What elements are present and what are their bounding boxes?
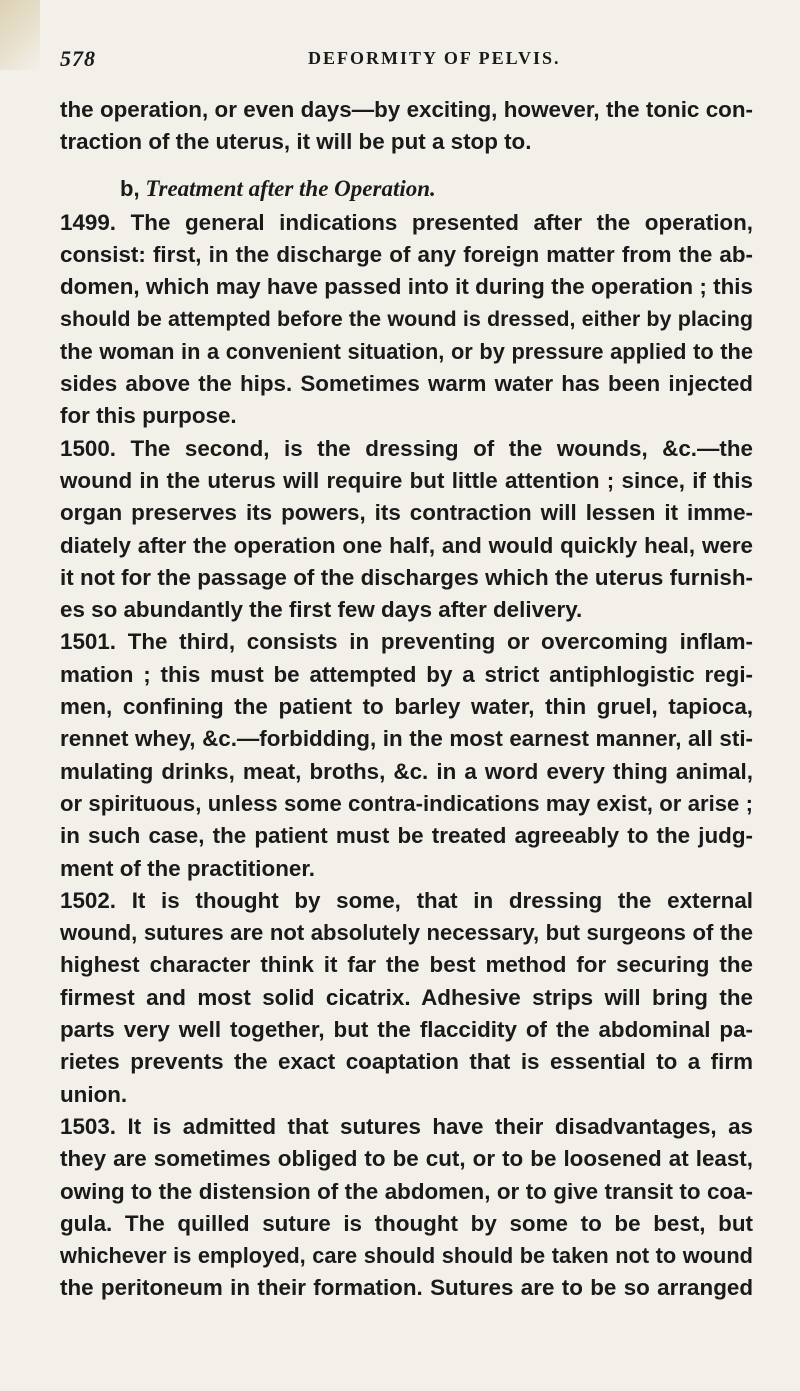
text-line: for this purpose.: [60, 403, 237, 429]
text-line: the peritoneum in their formation. Sutures are to be so arranged: [60, 1275, 753, 1301]
body-text: [60, 94, 753, 1305]
text-line: rietes prevents the exact coaptation that is essential to a firm: [60, 1049, 753, 1075]
paragraph: [60, 207, 753, 433]
text-line: parts very well together, but the flaccidity of the abdominal pa-: [60, 1017, 753, 1043]
text-line: should be attempted before the wound is dressed, either by placing: [60, 307, 753, 332]
text-line: diately after the operation one half, and would quickly heal, were: [60, 532, 753, 558]
text-line: traction of the uterus, it will be put a stop to.: [60, 129, 532, 155]
text-line: rennet whey, &c.—forbidding, in the most earnest manner, all sti-: [60, 726, 753, 752]
text-line: sides above the hips. Sometimes warm water has been injected: [60, 371, 753, 397]
text-line: men, confining the patient to barley water, thin gruel, tapioca,: [60, 694, 753, 720]
text-line: 1500. The second, is the dressing of the wounds, &c.—the: [60, 435, 753, 461]
paragraph-list: [60, 207, 753, 1305]
paragraph: [60, 433, 753, 627]
paragraph: [60, 626, 753, 884]
text-line: the woman in a convenient situation, or by pressure applied to the: [60, 338, 753, 364]
text-line: domen, which may have passed into it during the operation ; this: [60, 274, 753, 300]
paragraph: [60, 885, 753, 1111]
text-line: 1501. The third, consists in preventing or overcoming inflam-: [60, 629, 753, 655]
text-line: organ preserves its powers, its contraction will lessen it imme-: [60, 500, 753, 526]
section-letter: b,: [120, 175, 140, 201]
text-line: whichever is employed, care should should be taken not to wound: [60, 1243, 753, 1269]
running-title: DEFORMITY OF PELVIS.: [308, 48, 561, 68]
text-line: in such case, the patient must be treated agreeably to the judg-: [60, 823, 753, 849]
text-line: wound, sutures are not absolutely necessary, but surgeons of the: [60, 920, 753, 946]
text-line: the operation, or even days—by exciting, however, the tonic con-: [60, 97, 753, 122]
text-line: 1503. It is admitted that sutures have their disadvantages, as: [60, 1113, 753, 1139]
text-line: ment of the practitioner.: [60, 855, 316, 881]
text-line: firmest and most solid cicatrix. Adhesive strips will bring the: [60, 984, 753, 1010]
paragraph: [60, 1111, 753, 1305]
running-header: [0, 46, 800, 76]
text-line: mation ; this must be attempted by a strict antiphlogistic regi-: [60, 661, 753, 687]
section-title: Treatment after the Operation.: [145, 175, 436, 201]
text-line: wound in the uterus will require but little attention ; since, if this: [60, 467, 753, 493]
text-line: 1502. It is thought by some, that in dressing the external: [60, 887, 753, 913]
text-line: 1499. The general indications presented after the operation,: [60, 209, 753, 235]
text-line: they are sometimes obliged to be cut, or to be loosened at least,: [60, 1146, 753, 1172]
text-line: union.: [60, 1081, 128, 1107]
text-line: mulating drinks, meat, broths, &c. in a word every thing animal,: [60, 758, 753, 784]
page-number: 578: [60, 46, 96, 71]
text-line: it not for the passage of the discharges which the uterus furnish-: [60, 564, 753, 590]
text-line: or spirituous, unless some contra-indications may exist, or arise ;: [60, 790, 753, 816]
text-line: es so abundantly the first few days after delivery.: [60, 597, 583, 623]
text-line: consist: first, in the discharge of any foreign matter from the ab-: [60, 241, 753, 267]
text-line: highest character think it far the best method for securing the: [60, 952, 753, 978]
text-line: gula. The quilled suture is thought by some to be best, but: [60, 1210, 753, 1236]
text-line: owing to the distension of the abdomen, or to give transit to coa-: [60, 1178, 753, 1204]
section-heading: [60, 159, 753, 207]
